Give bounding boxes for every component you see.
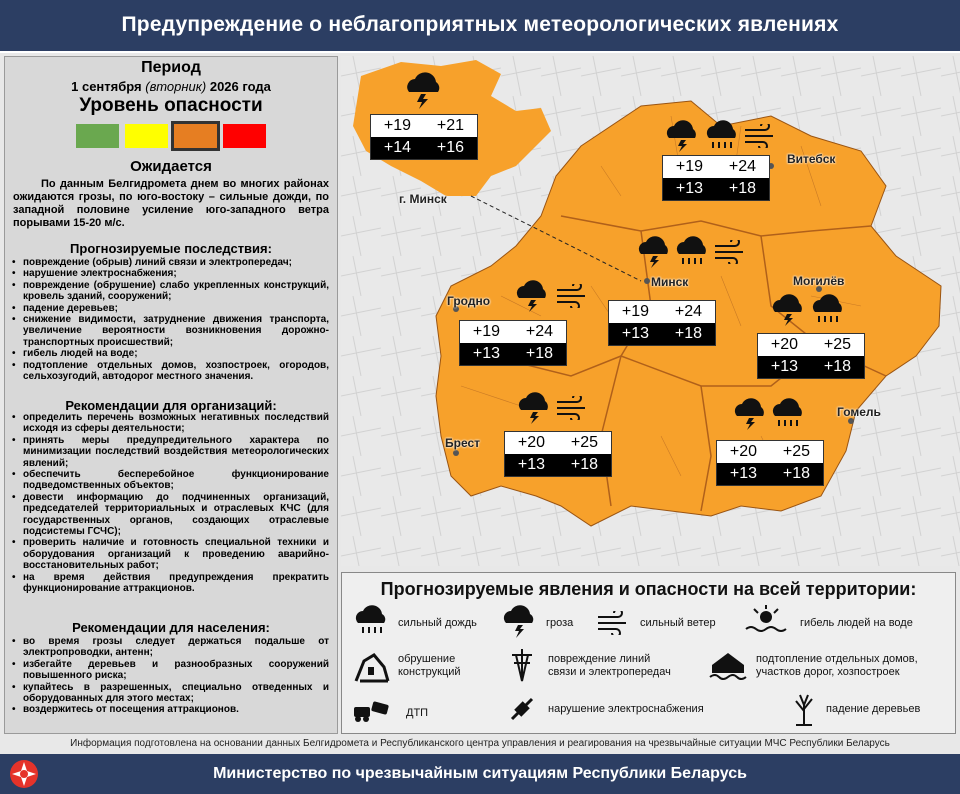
temp-night-max: +18 — [525, 345, 554, 362]
page-title: Предупреждение о неблагоприятных метеорологических явлениях — [121, 13, 839, 36]
pop-recs-list — [11, 636, 329, 716]
hazard-legend — [341, 572, 956, 734]
legend-flood-line1: подтопление отдельных домов, — [756, 653, 918, 665]
pop-rec-item: • избегайте деревьев и разнообразных сооружений повышенного риска; — [11, 659, 329, 682]
temp-night-min: +13 — [675, 180, 704, 197]
temp-box-grodno — [459, 320, 567, 366]
temp-night-max: +18 — [570, 456, 599, 473]
legend-title: Прогнозируемые явления и опасности на всей территории: — [380, 579, 917, 599]
brest-dot — [453, 450, 459, 456]
legend-trees-label: падение деревьев — [826, 703, 921, 715]
danger-level-yellow — [125, 124, 168, 148]
city-label-grodno: Гродно — [447, 294, 491, 308]
org-rec-item: • определить перечень возможных негативных последствий исходя из сферы деятельности; — [11, 412, 329, 435]
wind-icon — [743, 124, 777, 148]
consequence-item: • гибель людей на воде; — [11, 348, 329, 359]
thunderstorm-icon — [635, 234, 675, 270]
drowning-icon — [744, 605, 788, 635]
temp-day-max: +21 — [436, 117, 465, 134]
danger-level-red — [223, 124, 266, 148]
legend-flood-label — [756, 653, 918, 679]
org-rec-item: • на время действия предупреждения прекратить функционирование аттракционов. — [11, 572, 329, 595]
temp-box-minsk — [608, 300, 716, 346]
expected-text: По данным Белгидромета днем во многих районах ожидаются грозы, по юго-востоку – сильные дожди, по западной половине усиление юго-западного ветра порывами 15-20 м/с. — [13, 178, 329, 229]
thunderstorm-icon — [401, 70, 445, 110]
danger-level-title: Уровень опасности — [79, 95, 263, 116]
thunderstorm-icon — [513, 278, 553, 314]
heavy-rain-icon — [769, 396, 809, 432]
pop-rec-item: • воздержитесь от посещения аттракционов. — [11, 704, 329, 715]
legend-lines-label — [548, 653, 671, 679]
expected-title: Ожидается — [130, 158, 212, 175]
minsk-dot — [644, 278, 650, 284]
org-rec-item: • обеспечить бесперебойное функционирование подведомственных объектов; — [11, 469, 329, 492]
legend-collapse-line1: обрушение — [398, 653, 456, 665]
city-label-minsk: Минск — [651, 275, 689, 289]
city-label-brest: Брест — [445, 436, 481, 450]
wind-icon — [555, 284, 589, 308]
footer-bar — [0, 754, 960, 794]
temp-day-max: +24 — [728, 158, 757, 175]
temp-box-vitebsk — [662, 155, 770, 201]
fallen-tree-icon — [788, 691, 820, 727]
footer-title: Министерство по чрезвычайным ситуациям Республики Беларусь — [213, 765, 747, 782]
period-date-year: 2026 года — [209, 79, 271, 94]
temp-day-min: +20 — [517, 434, 546, 451]
temp-night-min: +13 — [770, 358, 799, 375]
consequence-item: • подтопление отдельных домов, хозпостроек, огородов, сельхозугодий, автодорог местного значения. — [11, 360, 329, 383]
temp-day-max: +24 — [674, 303, 703, 320]
thunderstorm-icon — [663, 118, 703, 154]
temp-day-min: +19 — [621, 303, 650, 320]
city-label-gomel: Гомель — [837, 405, 881, 419]
heavy-rain-icon — [809, 292, 849, 328]
temp-night-min: +13 — [517, 456, 546, 473]
emergency-ministry-logo-icon — [8, 758, 40, 790]
legend-heavy-rain-label: сильный дождь — [398, 617, 477, 629]
org-rec-item: • принять меры предупредительного характера по минимизации последствий воздействия метеорологических явлений; — [11, 435, 329, 469]
wind-icon — [596, 611, 632, 635]
pop-recs-title: Рекомендации для населения: — [72, 620, 270, 635]
org-rec-item: • довести информацию до подчиненных организаций, председателей территориальных и отраслевых КЧС (для государственных органов, создающих отраслевые подсистемы ГСЧС); — [11, 492, 329, 538]
consequence-item: • повреждение (обрушение) слабо укрепленных конструкций, кровель зданий, сооружений; — [11, 280, 329, 303]
temp-day-max: +25 — [823, 336, 852, 353]
danger-level-scale — [76, 124, 266, 148]
period-date-day: 1 сентября — [71, 79, 142, 94]
heavy-rain-icon — [703, 118, 743, 154]
thunderstorm-icon — [515, 390, 555, 426]
consequence-item: • падение деревьев; — [11, 303, 329, 314]
left-info-panel — [4, 56, 338, 734]
heavy-rain-icon — [673, 234, 713, 270]
temp-night-min: +14 — [383, 139, 412, 156]
legend-dtp-label: ДТП — [406, 707, 429, 719]
car-crash-icon — [352, 697, 390, 725]
temp-night-min: +13 — [472, 345, 501, 362]
legend-drowning-label: гибель людей на воде — [800, 617, 913, 629]
temp-day-min: +19 — [472, 323, 501, 340]
legend-collapse-label — [398, 653, 461, 679]
wind-icon — [713, 240, 747, 264]
city-label-vitebsk: Витебск — [787, 152, 836, 166]
thunderstorm-icon — [502, 605, 538, 639]
legend-lines-line1: повреждение линий — [548, 653, 651, 665]
legend-flood-line2: участков дорог, хозпостроек — [756, 666, 900, 678]
thunderstorm-icon — [731, 396, 771, 432]
temp-box-mogilev — [757, 333, 865, 379]
consequences-list — [11, 257, 329, 382]
temp-day-min: +19 — [675, 158, 704, 175]
consequence-item: • снижение видимости, затруднение движения транспорта, увеличение вероятности возникновения дорожно-транспортных происшествий; — [11, 314, 329, 348]
temp-day-max: +25 — [782, 443, 811, 460]
danger-level-green — [76, 124, 119, 148]
heavy-rain-icon — [354, 605, 390, 639]
flood-house-icon — [708, 649, 748, 681]
temp-day-max: +24 — [525, 323, 554, 340]
pop-rec-item: • во время грозы следует держаться подальше от электропроводки, антенн; — [11, 636, 329, 659]
temp-night-max: +18 — [782, 465, 811, 482]
temp-night-max: +18 — [823, 358, 852, 375]
temp-night-max: +18 — [674, 325, 703, 342]
temp-day-min: +19 — [383, 117, 412, 134]
legend-lines-line2: связи и электропередач — [548, 666, 671, 678]
temp-night-max: +18 — [728, 180, 757, 197]
thunderstorm-icon — [769, 292, 809, 328]
power-plug-icon — [506, 693, 538, 725]
collapse-icon — [354, 647, 390, 683]
temp-night-min: +13 — [621, 325, 650, 342]
legend-collapse-line2: конструкций — [398, 666, 461, 678]
period-date-weekday: (вторник) — [145, 79, 207, 94]
consequences-title: Прогнозируемые последствия: — [70, 241, 272, 256]
org-recs-title: Рекомендации для организаций: — [65, 398, 277, 413]
belarus-map — [341, 56, 960, 566]
temp-night-min: +13 — [729, 465, 758, 482]
city-label-minsk-city: г. Минск — [399, 192, 447, 206]
org-rec-item: • проверить наличие и готовность специальной техники и оборудования организаций к проведению аварийно-восстановительных работ; — [11, 537, 329, 571]
legend-power-label: нарушение электроснабжения — [548, 703, 704, 715]
org-recs-list — [11, 412, 329, 595]
wind-icon — [555, 396, 589, 420]
danger-level-orange — [174, 124, 217, 148]
temp-box-gomel — [716, 440, 824, 486]
consequence-item: • нарушение электроснабжения; — [11, 268, 329, 279]
temp-night-max: +16 — [436, 139, 465, 156]
consequence-item: • повреждение (обрыв) линий связи и электропередач; — [11, 257, 329, 268]
temp-day-min: +20 — [770, 336, 799, 353]
temp-box-minsk-city — [370, 114, 478, 160]
pop-rec-item: • купайтесь в разрешенных, специально отведенных и оборудованных для этого местах; — [11, 682, 329, 705]
temp-day-min: +20 — [729, 443, 758, 460]
power-line-icon — [506, 647, 538, 683]
temp-day-max: +25 — [570, 434, 599, 451]
header-bar — [0, 0, 960, 53]
info-note: Информация подготовлена на основании данных Белгидромета и Республиканского центра управления и реагирования на чрезвычайные ситуации МЧС Республики Беларусь — [70, 738, 890, 749]
city-label-mogilev: Могилёв — [793, 274, 845, 288]
temp-box-brest — [504, 431, 612, 477]
period-date — [5, 79, 337, 94]
period-title: Период — [141, 59, 201, 76]
legend-wind-label: сильный ветер — [640, 617, 716, 629]
legend-thunder-label: гроза — [546, 617, 574, 629]
